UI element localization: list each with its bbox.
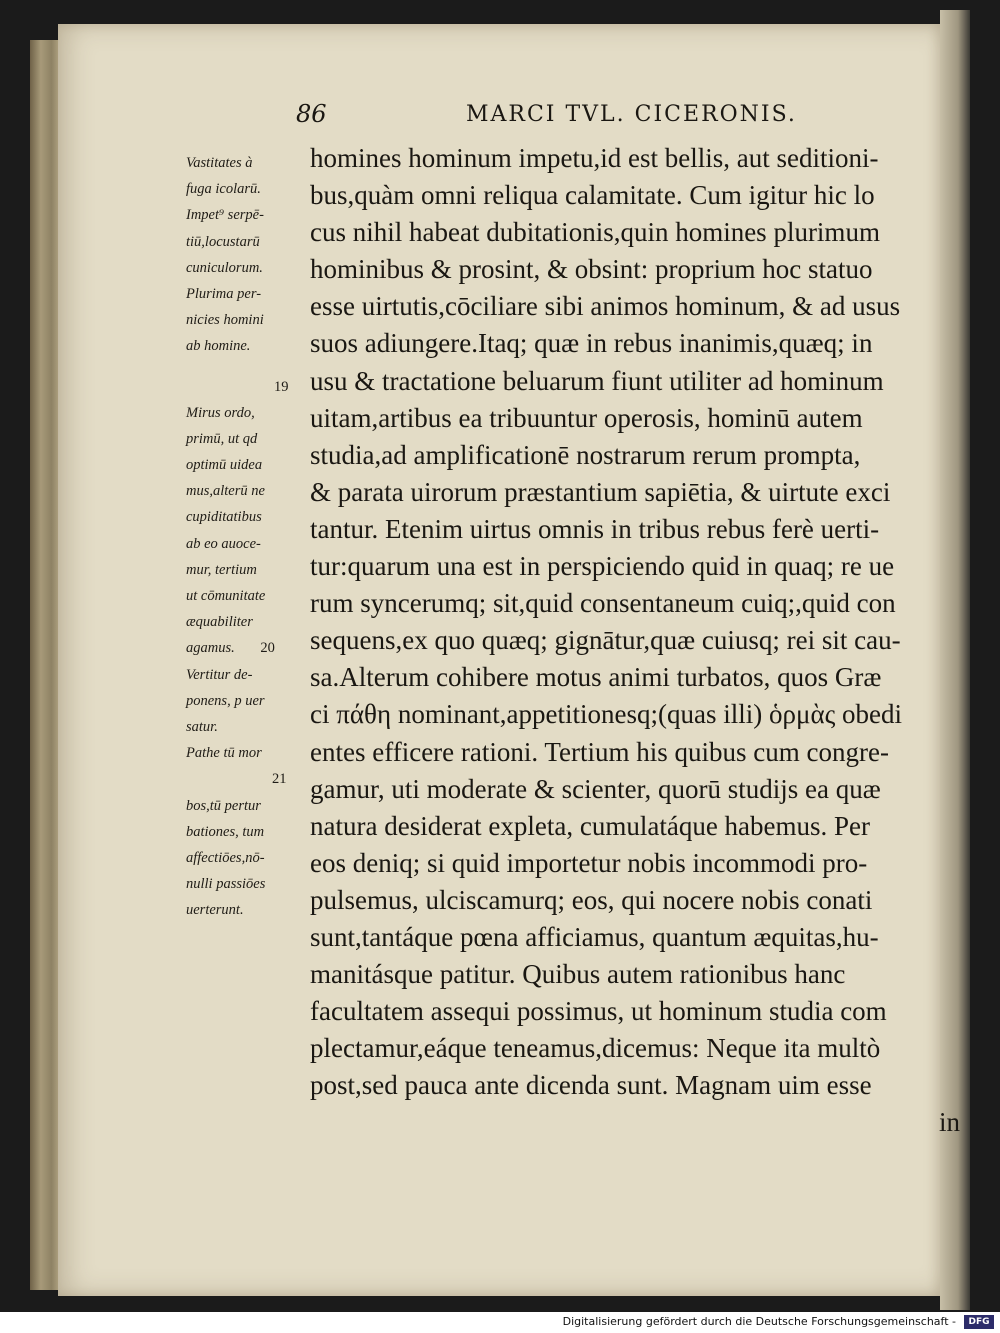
text-line: homines hominum impetu,id est bellis, aut seditioni- [310,143,879,173]
margin-line: satur. [186,718,218,735]
text-line: sunt,tantáque pœna afficiamus, quantum æquitas,hu- [310,921,879,952]
text-line: gamur, uti moderate & scienter, quorū studijs ea quæ [310,773,881,804]
text-line: eos deniq; si quid importetur nobis incommodi pro- [310,847,868,878]
text-line: sequens,ex quo quæq; gignātur,quæ cuiusq; rei sit cau- [310,625,901,656]
margin-line: fuga icolarū. [186,181,261,198]
section-number-21: 21 [272,771,287,788]
digitization-footer [0,1312,1000,1333]
margin-line: bationes, tum [186,823,265,840]
text-line: entes efficere rationi. Tertium his quibus cum congre- [310,736,889,767]
margin-line: optimū uidea [186,457,263,474]
margin-line: bos,tū pertur [186,797,261,814]
catchword: in [938,1107,960,1138]
margin-line: cuniculorum. [186,259,263,276]
margin-line: nulli passiōes [186,876,266,893]
margin-line: Impet⁹ serpē- [186,207,264,224]
text-line: rum syncerumq; sit,quid consentaneum cuiq;,quid con [310,588,896,619]
text-line: cus nihil habeat dubitationis,quin homines plurimum [310,217,880,248]
margin-line: primū, ut qd [186,430,258,447]
dfg-logo: DFG [964,1315,994,1329]
margin-line: Mirus ordo, [186,404,255,421]
section-number-20: 20 [260,640,275,657]
margin-line: ut cōmunitate [186,588,266,604]
margin-line: cupiditatibus [186,509,262,526]
margin-line: Plurima per- [186,285,262,302]
text-line: & parata uirorum præstantium sapiētia, & uirtute exci [310,476,891,507]
text-line: suos adiungere.Itaq; quæ in rebus inanimis,quæq; in [310,328,873,359]
text-line: ci πάθη nominant,appetitionesq;(quas illi) ὁρμὰς obedi [310,699,903,730]
page-header [296,100,816,130]
text-line: manitásque patitur. Quibus autem rationibus hanc [310,959,846,990]
section-number-19: 19 [274,378,289,395]
margin-line: æquabiliter [186,614,253,631]
text-line: hominibus & prosint, & obsint: proprium hoc statuo [310,254,873,285]
text-line: pulsemus, ulciscamurq; eos, qui nocere nobis conati [310,884,873,915]
margin-notes [186,150,314,923]
margin-line: tiū,locustarū [186,233,260,250]
margin-line: Vertitur de- [186,666,253,683]
margin-line: ab eo auoce- [186,535,261,552]
text-line: natura desiderat expleta, cumulatáque habemus. Per [310,810,871,841]
margin-line: affectiōes,nō- [186,849,265,866]
text-line: uitam,artibus ea tribuuntur operosis, hominū autem [310,402,863,433]
margin-line: nicies homini [186,312,264,329]
text-line: studia,ad amplificationē nostrarum rerum prompta, [310,439,861,470]
page-number: 86 [296,100,327,128]
text-line: sa.Alterum cohibere motus animi turbatos, quos Græ [310,662,882,693]
margin-line: mus,alterū ne [186,483,265,500]
text-line: plectamur,eáque teneamus,dicemus: Neque ita multò [310,1033,881,1064]
margin-line [186,635,314,661]
margin-line: mur, tertium [186,561,257,578]
running-title: MARCI TVL. CICERONIS. [466,102,797,127]
text-line: bus,quàm omni reliqua calamitate. Cum igitur hic lo [310,180,875,211]
margin-line: ab homine. [186,338,251,355]
margin-line: Vastitates à [186,155,253,171]
margin-line: uerterunt. [186,902,244,919]
funding-notice: Digitalisierung gefördert durch die Deutsche Forschungsgemeinschaft - [562,1315,956,1328]
text-line: esse uirtutis,cōciliare sibi animos hominum, & ad usus [310,291,901,322]
text-line: post,sed pauca ante dicenda sunt. Magnam uim esse [310,1070,872,1101]
main-text-block [310,140,960,1142]
text-line: tantur. Etenim uirtus omnis in tribus rebus ferè uerti- [310,513,880,544]
text-line: usu & tractatione beluarum fiunt utiliter ad hominum [310,365,884,396]
margin-line-text: agamus. [186,640,235,657]
margin-line: Pathe tū mor [186,745,262,762]
text-line: tur:quarum una est in perspiciendo quid in quaq; re ue [310,551,895,582]
margin-line: ponens, p uer [186,692,265,709]
text-line: facultatem assequi possimus, ut hominum studia com [310,996,887,1027]
